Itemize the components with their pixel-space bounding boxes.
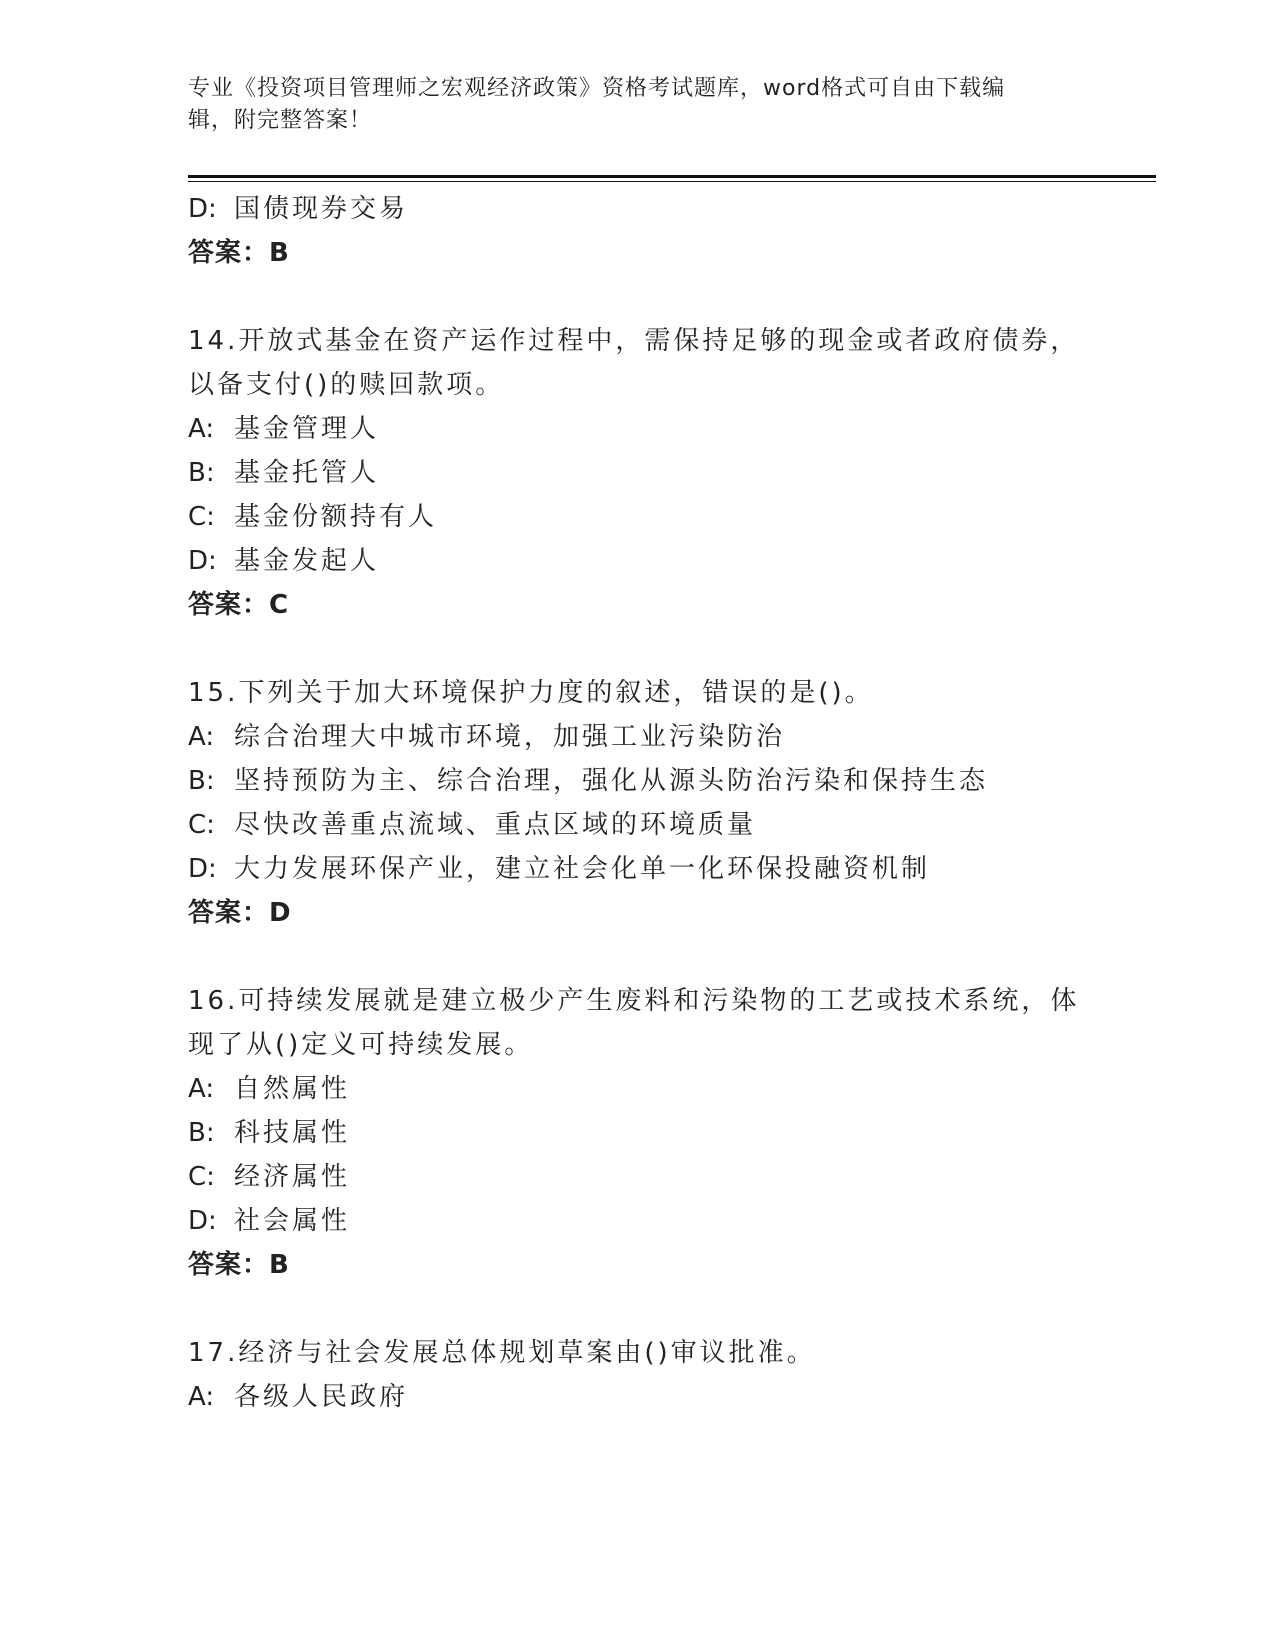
- option-text: 基金托管人: [234, 458, 380, 488]
- q16-option-b: [188, 1117, 350, 1149]
- option-text: 坚持预防为主、综合治理，强化从源头防治污染和保持生态: [234, 766, 989, 796]
- q16-stem-line-2: 现了从()定义可持续发展。: [188, 1030, 534, 1060]
- option-text: 自然属性: [234, 1074, 351, 1104]
- option-label: A:: [188, 1074, 215, 1104]
- option-label: B:: [188, 1118, 215, 1148]
- option-label: D:: [188, 1206, 217, 1236]
- header-line-2: 辑，附完整答案！: [188, 108, 373, 133]
- option-text: 基金份额持有人: [234, 502, 438, 532]
- option-label: A:: [188, 1382, 215, 1412]
- option-text: 各级人民政府: [234, 1382, 409, 1412]
- q16-stem-line-1: 16.可持续发展就是建立极少产生废料和污染物的工艺或技术系统，体: [188, 986, 1080, 1016]
- option-label: B:: [188, 458, 215, 488]
- option-label: C:: [188, 502, 215, 532]
- q17-option-a: [188, 1381, 408, 1413]
- q16-option-d: [188, 1205, 350, 1237]
- option-text: 基金发起人: [234, 546, 380, 576]
- q15-option-a: [188, 721, 785, 753]
- q15-option-b: [188, 765, 988, 797]
- header-rule-thick: [188, 175, 1156, 178]
- option-text: 科技属性: [234, 1118, 351, 1148]
- q14-option-b: [188, 457, 379, 489]
- option-text: 综合治理大中城市环境，加强工业污染防治: [234, 722, 786, 752]
- q14-stem-line-2: 以备支付()的赎回款项。: [188, 370, 505, 400]
- q16-option-a: [188, 1073, 350, 1105]
- option-label: B:: [188, 766, 215, 796]
- option-text: 尽快改善重点流域、重点区域的环境质量: [234, 810, 757, 840]
- prev-option-d: [188, 193, 408, 225]
- option-text: 社会属性: [234, 1206, 351, 1236]
- header-rule-thin: [188, 181, 1156, 182]
- option-label: D:: [188, 194, 217, 224]
- q15-answer: 答案：D: [188, 898, 292, 928]
- option-label: C:: [188, 1162, 215, 1192]
- q16-answer: 答案：B: [188, 1250, 290, 1280]
- q15-stem-line-1: 15.下列关于加大环境保护力度的叙述，错误的是()。: [188, 678, 874, 708]
- option-label: D:: [188, 546, 217, 576]
- prev-answer: 答案：B: [188, 238, 290, 268]
- option-label: C:: [188, 810, 215, 840]
- q15-option-c: [188, 809, 756, 841]
- q14-option-c: [188, 501, 437, 533]
- q16-option-c: [188, 1161, 350, 1193]
- q14-answer: 答案：C: [188, 590, 290, 620]
- option-label: A:: [188, 414, 215, 444]
- q14-option-a: [188, 413, 379, 445]
- q14-stem-line-1: 14.开放式基金在资产运作过程中，需保持足够的现金或者政府债券，: [188, 326, 1080, 356]
- option-text: 国债现券交易: [234, 194, 409, 224]
- option-text: 经济属性: [234, 1162, 351, 1192]
- option-label: D:: [188, 854, 217, 884]
- header-line-1: 专业《投资项目管理师之宏观经济政策》资格考试题库，word格式可自由下载编: [188, 76, 1006, 101]
- option-label: A:: [188, 722, 215, 752]
- option-text: 基金管理人: [234, 414, 380, 444]
- q14-option-d: [188, 545, 379, 577]
- document-header: [188, 73, 1068, 137]
- q15-option-d: [188, 853, 930, 885]
- option-text: 大力发展环保产业，建立社会化单一化环保投融资机制: [234, 854, 931, 884]
- q17-stem-line-1: 17.经济与社会发展总体规划草案由()审议批准。: [188, 1338, 816, 1368]
